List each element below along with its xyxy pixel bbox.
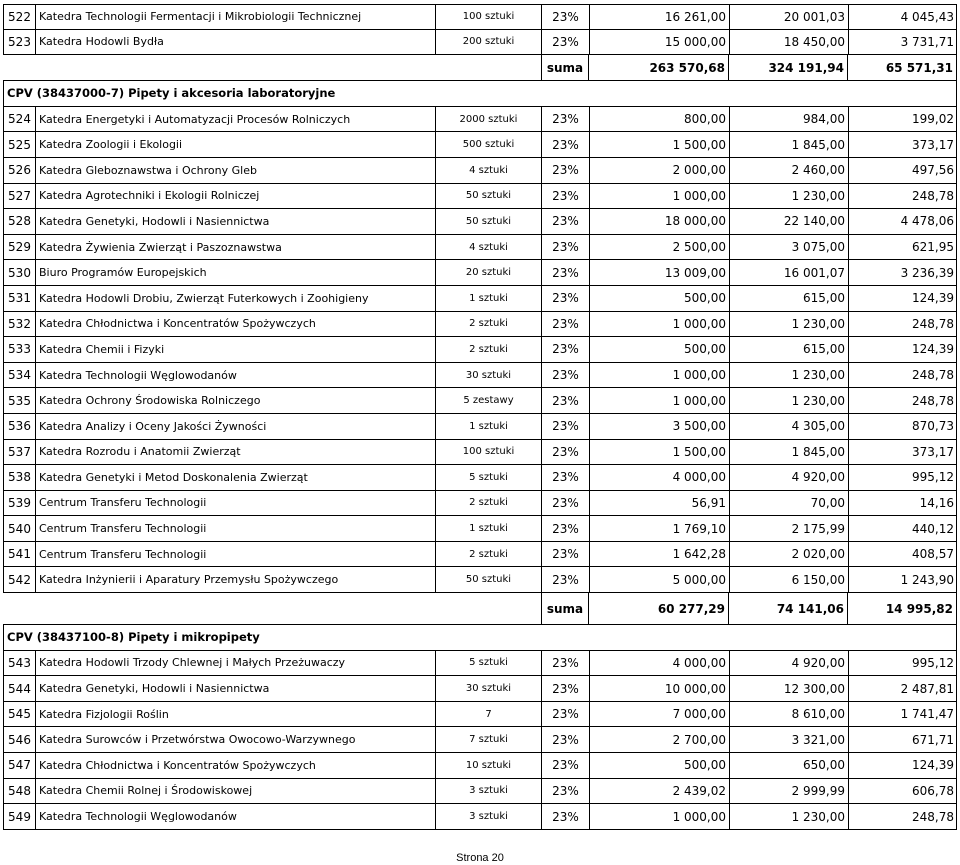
quantity: 2 sztuki (436, 337, 542, 362)
row-number: 544 (4, 676, 36, 701)
vat-rate: 23% (542, 260, 590, 285)
department-name: Katedra Energetyki i Automatyzacji Procesów Rolniczych (36, 107, 436, 132)
net-value: 2 700,00 (590, 727, 730, 752)
vat-amount: 124,39 (912, 758, 954, 773)
net-value: 500,00 (590, 286, 730, 311)
sum-row-b (3, 593, 957, 625)
department-name: Katedra Genetyki i Metod Doskonalenia Zwierząt (36, 465, 436, 490)
row-number: 533 (4, 337, 36, 362)
gross-value: 2 020,00 (730, 542, 849, 567)
procurement-table (3, 4, 957, 830)
table-row (3, 4, 957, 30)
vat-rate: 23% (542, 235, 590, 260)
row-number: 546 (4, 727, 36, 752)
net-value: 10 000,00 (590, 676, 730, 701)
vat-amount: 124,39 (912, 342, 954, 357)
vat-amount: 497,56 (912, 163, 954, 178)
cpv-heading-micropipettes: CPV (38437100-8) Pipety i mikropipety (3, 625, 957, 651)
gross-value: 70,00 (730, 491, 849, 516)
net-value: 13 009,00 (590, 260, 730, 285)
quantity: 30 sztuki (436, 676, 542, 701)
quantity: 2 sztuki (436, 491, 542, 516)
gross-value: 650,00 (730, 753, 849, 778)
vat-rate: 23% (542, 132, 590, 157)
department-name: Biuro Programów Europejskich (36, 260, 436, 285)
vat-rate: 23% (542, 702, 590, 727)
vat-amount: 995,12 (912, 470, 954, 485)
gross-value: 984,00 (730, 107, 849, 132)
vat-amount: 199,02 (912, 112, 954, 127)
table-row (3, 753, 957, 779)
quantity: 2000 sztuki (436, 107, 542, 132)
gross-value: 4 920,00 (730, 651, 849, 676)
vat-amount: 248,78 (912, 368, 954, 383)
quantity: 10 sztuki (436, 753, 542, 778)
vat-amount: 14,16 (919, 495, 954, 510)
table-row (3, 567, 957, 593)
sum-net: 60 277,29 (589, 593, 729, 624)
vat-rate: 23% (542, 414, 590, 439)
gross-value: 1 845,00 (730, 440, 849, 465)
department-name: Katedra Inżynierii i Aparatury Przemysłu Spożywczego (36, 567, 436, 592)
vat-amount: 248,78 (912, 393, 954, 408)
gross-value: 1 230,00 (730, 388, 849, 413)
quantity: 5 sztuki (436, 651, 542, 676)
gross-value: 1 230,00 (730, 363, 849, 388)
vat-rate: 23% (542, 158, 590, 183)
table-row (3, 107, 957, 133)
table-row (3, 132, 957, 158)
vat-amount: 3 731,71 (900, 34, 954, 49)
vat-amount: 124,39 (912, 291, 954, 306)
row-number: 524 (4, 107, 36, 132)
department-name: Katedra Ochrony Środowiska Rolniczego (36, 388, 436, 413)
vat-amount: 621,95 (912, 240, 954, 255)
quantity: 20 sztuki (436, 260, 542, 285)
vat-rate: 23% (542, 312, 590, 337)
row-number: 526 (4, 158, 36, 183)
department-name: Katedra Hodowli Trzody Chlewnej i Małych Przeżuwaczy (36, 651, 436, 676)
department-name: Katedra Chłodnictwa i Koncentratów Spożywczych (36, 753, 436, 778)
vat-rate: 23% (542, 286, 590, 311)
quantity: 50 sztuki (436, 184, 542, 209)
quantity: 7 sztuki (436, 727, 542, 752)
vat-amount: 4 045,43 (900, 9, 954, 24)
quantity: 4 sztuki (436, 235, 542, 260)
quantity: 1 sztuki (436, 516, 542, 541)
gross-value: 2 175,99 (730, 516, 849, 541)
net-value: 15 000,00 (590, 30, 730, 55)
quantity: 1 sztuki (436, 286, 542, 311)
gross-value: 3 075,00 (730, 235, 849, 260)
net-value: 1 000,00 (590, 388, 730, 413)
sum-label: suma (541, 55, 589, 80)
quantity: 100 sztuki (436, 5, 542, 29)
department-name: Katedra Hodowli Bydła (36, 30, 436, 55)
table-row (3, 727, 957, 753)
vat-amount: 2 487,81 (900, 681, 954, 696)
gross-value: 12 300,00 (730, 676, 849, 701)
vat-rate: 23% (542, 184, 590, 209)
department-name: Katedra Genetyki, Hodowli i Nasiennictwa (36, 676, 436, 701)
vat-amount: 3 236,39 (900, 265, 954, 280)
page-number: Strona 20 (456, 852, 504, 864)
row-number: 522 (4, 5, 36, 29)
quantity: 500 sztuki (436, 132, 542, 157)
table-row (3, 30, 957, 56)
row-number: 542 (4, 567, 36, 592)
row-number: 539 (4, 491, 36, 516)
gross-value: 1 230,00 (730, 804, 849, 829)
quantity: 3 sztuki (436, 779, 542, 804)
gross-value: 1 230,00 (730, 184, 849, 209)
quantity: 5 sztuki (436, 465, 542, 490)
row-number: 537 (4, 440, 36, 465)
row-number: 525 (4, 132, 36, 157)
net-value: 4 000,00 (590, 465, 730, 490)
table-row (3, 779, 957, 805)
gross-value: 18 450,00 (730, 30, 849, 55)
row-number: 540 (4, 516, 36, 541)
net-value: 1 500,00 (590, 132, 730, 157)
quantity: 4 sztuki (436, 158, 542, 183)
vat-rate: 23% (542, 107, 590, 132)
department-name: Centrum Transferu Technologii (36, 516, 436, 541)
group-b-rows (3, 107, 957, 593)
row-number: 534 (4, 363, 36, 388)
vat-rate: 23% (542, 491, 590, 516)
gross-value: 16 001,07 (730, 260, 849, 285)
row-number: 523 (4, 30, 36, 55)
vat-amount: 606,78 (912, 783, 954, 798)
quantity: 200 sztuki (436, 30, 542, 55)
department-name: Katedra Genetyki, Hodowli i Nasiennictwa (36, 209, 436, 234)
department-name: Katedra Technologii Węglowodanów (36, 804, 436, 829)
department-name: Katedra Rozrodu i Anatomii Zwierząt (36, 440, 436, 465)
group-c-rows (3, 651, 957, 830)
table-row (3, 542, 957, 568)
vat-rate: 23% (542, 676, 590, 701)
department-name: Katedra Gleboznawstwa i Ochrony Gleb (36, 158, 436, 183)
gross-value: 2 460,00 (730, 158, 849, 183)
row-number: 529 (4, 235, 36, 260)
row-number: 548 (4, 779, 36, 804)
vat-amount: 373,17 (912, 444, 954, 459)
gross-value: 4 305,00 (730, 414, 849, 439)
row-number: 528 (4, 209, 36, 234)
vat-rate: 23% (542, 651, 590, 676)
department-name: Katedra Chemii Rolnej i Środowiskowej (36, 779, 436, 804)
department-name: Katedra Analizy i Oceny Jakości Żywności (36, 414, 436, 439)
vat-amount: 440,12 (912, 521, 954, 536)
gross-value: 615,00 (730, 286, 849, 311)
vat-amount: 870,73 (912, 419, 954, 434)
gross-value: 1 230,00 (730, 312, 849, 337)
group-a-rows (3, 4, 957, 55)
table-row (3, 312, 957, 338)
row-number: 538 (4, 465, 36, 490)
net-value: 7 000,00 (590, 702, 730, 727)
net-value: 1 642,28 (590, 542, 730, 567)
sum-gross: 324 191,94 (729, 55, 848, 80)
quantity: 50 sztuki (436, 209, 542, 234)
vat-amount: 373,17 (912, 137, 954, 152)
table-row (3, 491, 957, 517)
sum-row-a (3, 55, 957, 81)
net-value: 1 500,00 (590, 440, 730, 465)
vat-rate: 23% (542, 567, 590, 592)
vat-rate: 23% (542, 542, 590, 567)
net-value: 1 769,10 (590, 516, 730, 541)
table-row (3, 465, 957, 491)
row-number: 536 (4, 414, 36, 439)
vat-amount: 408,57 (912, 547, 954, 562)
vat-rate: 23% (542, 753, 590, 778)
table-row (3, 676, 957, 702)
vat-rate: 23% (542, 388, 590, 413)
net-value: 500,00 (590, 337, 730, 362)
table-row (3, 440, 957, 466)
vat-rate: 23% (542, 779, 590, 804)
net-value: 16 261,00 (590, 5, 730, 29)
gross-value: 2 999,99 (730, 779, 849, 804)
table-row (3, 414, 957, 440)
quantity: 2 sztuki (436, 312, 542, 337)
row-number: 543 (4, 651, 36, 676)
department-name: Centrum Transferu Technologii (36, 491, 436, 516)
table-row (3, 337, 957, 363)
quantity: 3 sztuki (436, 804, 542, 829)
table-row (3, 363, 957, 389)
net-value: 2 000,00 (590, 158, 730, 183)
row-number: 535 (4, 388, 36, 413)
gross-value: 6 150,00 (730, 567, 849, 592)
vat-amount: 995,12 (912, 655, 954, 670)
row-number: 541 (4, 542, 36, 567)
vat-rate: 23% (542, 516, 590, 541)
department-name: Katedra Hodowli Drobiu, Zwierząt Futerkowych i Zoohigieny (36, 286, 436, 311)
row-number: 549 (4, 804, 36, 829)
vat-rate: 23% (542, 804, 590, 829)
gross-value: 3 321,00 (730, 727, 849, 752)
net-value: 1 000,00 (590, 804, 730, 829)
table-row (3, 651, 957, 677)
sum-net: 263 570,68 (589, 55, 729, 80)
row-number: 532 (4, 312, 36, 337)
department-name: Katedra Zoologii i Ekologii (36, 132, 436, 157)
vat-rate: 23% (542, 440, 590, 465)
table-row (3, 286, 957, 312)
table-row (3, 804, 957, 830)
net-value: 1 000,00 (590, 184, 730, 209)
gross-value: 8 610,00 (730, 702, 849, 727)
department-name: Katedra Chłodnictwa i Koncentratów Spożywczych (36, 312, 436, 337)
sum-tax: 65 571,31 (885, 60, 953, 75)
department-name: Katedra Fizjologii Roślin (36, 702, 436, 727)
table-row (3, 235, 957, 261)
gross-value: 4 920,00 (730, 465, 849, 490)
department-name: Katedra Chemii i Fizyki (36, 337, 436, 362)
vat-rate: 23% (542, 363, 590, 388)
cpv-heading-pipettes-accessories: CPV (38437000-7) Pipety i akcesoria laboratoryjne (3, 81, 957, 107)
sum-label: suma (541, 593, 589, 624)
gross-value: 20 001,03 (730, 5, 849, 29)
row-number: 531 (4, 286, 36, 311)
quantity: 1 sztuki (436, 414, 542, 439)
vat-amount: 248,78 (912, 316, 954, 331)
quantity: 2 sztuki (436, 542, 542, 567)
table-row (3, 702, 957, 728)
department-name: Katedra Technologii Węglowodanów (36, 363, 436, 388)
table-row (3, 260, 957, 286)
gross-value: 1 845,00 (730, 132, 849, 157)
net-value: 2 500,00 (590, 235, 730, 260)
vat-rate: 23% (542, 727, 590, 752)
department-name: Katedra Agrotechniki i Ekologii Rolniczej (36, 184, 436, 209)
net-value: 2 439,02 (590, 779, 730, 804)
quantity: 30 sztuki (436, 363, 542, 388)
vat-rate: 23% (542, 5, 590, 29)
department-name: Katedra Technologii Fermentacji i Mikrobiologii Technicznej (36, 5, 436, 29)
net-value: 18 000,00 (590, 209, 730, 234)
department-name: Katedra Żywienia Zwierząt i Paszoznawstwa (36, 235, 436, 260)
sum-gross: 74 141,06 (729, 593, 848, 624)
row-number: 527 (4, 184, 36, 209)
table-row (3, 184, 957, 210)
vat-amount: 248,78 (912, 188, 954, 203)
vat-rate: 23% (542, 30, 590, 55)
vat-rate: 23% (542, 209, 590, 234)
table-row (3, 516, 957, 542)
net-value: 500,00 (590, 753, 730, 778)
net-value: 5 000,00 (590, 567, 730, 592)
vat-rate: 23% (542, 465, 590, 490)
gross-value: 615,00 (730, 337, 849, 362)
row-number: 547 (4, 753, 36, 778)
quantity: 5 zestawy (436, 388, 542, 413)
gross-value: 22 140,00 (730, 209, 849, 234)
department-name: Katedra Surowców i Przetwórstwa Owocowo-Warzywnego (36, 727, 436, 752)
quantity: 7 (436, 702, 542, 727)
net-value: 1 000,00 (590, 312, 730, 337)
row-number: 545 (4, 702, 36, 727)
net-value: 1 000,00 (590, 363, 730, 388)
net-value: 800,00 (590, 107, 730, 132)
vat-amount: 248,78 (912, 809, 954, 824)
vat-amount: 1 243,90 (900, 572, 954, 587)
table-row (3, 388, 957, 414)
net-value: 4 000,00 (590, 651, 730, 676)
table-row (3, 209, 957, 235)
department-name: Centrum Transferu Technologii (36, 542, 436, 567)
net-value: 3 500,00 (590, 414, 730, 439)
vat-amount: 1 741,47 (900, 707, 954, 722)
vat-amount: 671,71 (912, 732, 954, 747)
sum-tax: 14 995,82 (885, 601, 953, 616)
vat-amount: 4 478,06 (900, 214, 954, 229)
net-value: 56,91 (590, 491, 730, 516)
quantity: 50 sztuki (436, 567, 542, 592)
table-row (3, 158, 957, 184)
row-number: 530 (4, 260, 36, 285)
vat-rate: 23% (542, 337, 590, 362)
quantity: 100 sztuki (436, 440, 542, 465)
